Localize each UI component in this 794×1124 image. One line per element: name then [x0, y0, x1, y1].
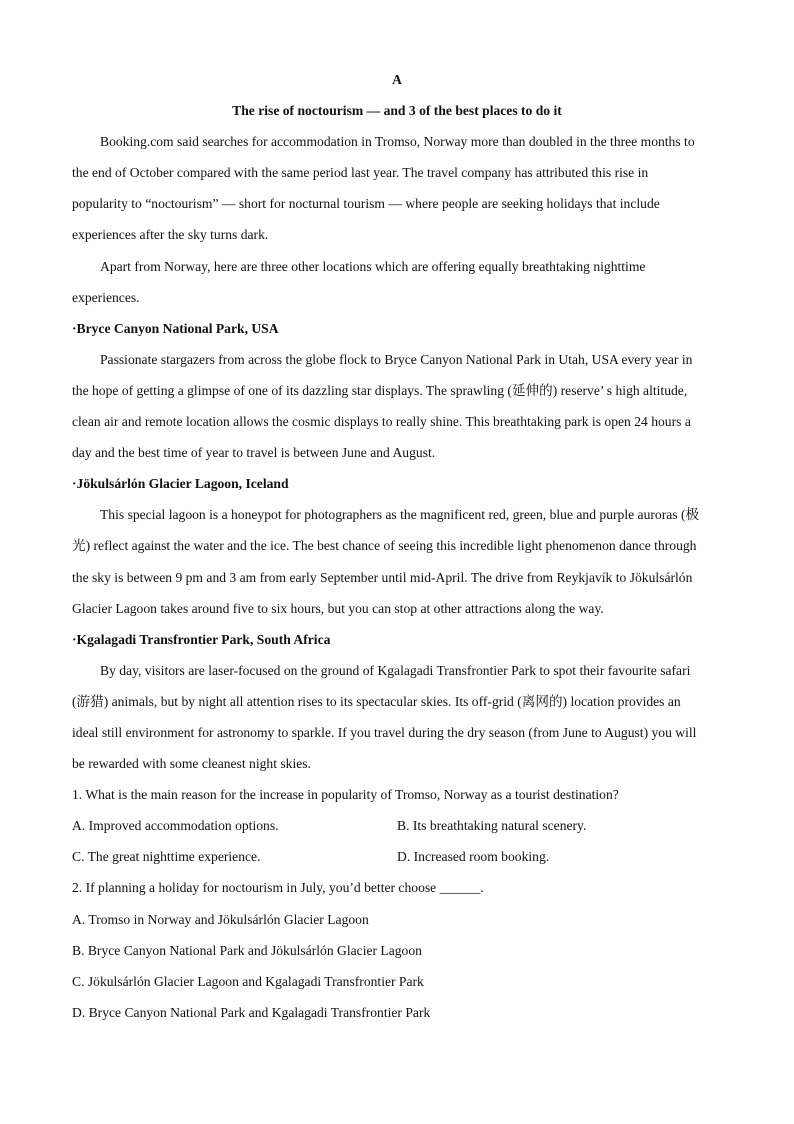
question-stem: 1. What is the main reason for the increase in popularity of Tromso, Norway as a tourist destination?: [72, 787, 619, 803]
question-2: [72, 872, 722, 1027]
section-jokulsarlon: [72, 468, 722, 623]
paragraph-line: the end of October compared with the same period last year. The travel company has attributed this rise in: [72, 165, 649, 181]
apart-paragraph: [72, 251, 722, 313]
paragraph-line: popularity to “noctourism” — short for nocturnal tourism — where people are seeking holidays that include: [72, 196, 660, 212]
paragraph-line: be rewarded with some cleanest night skies.: [72, 756, 311, 772]
paragraph-line: Booking.com said searches for accommodation in Tromso, Norway more than doubled in the three months to: [100, 134, 695, 150]
option-row: [72, 810, 722, 841]
paragraph-line: the sky is between 9 pm and 3 am from early September until mid-April. The drive from Reykjavík to Jökulsárlón: [72, 569, 693, 585]
section-bryce-canyon: [72, 313, 722, 468]
passage-letter: A: [392, 72, 402, 87]
option-d[interactable]: D. Increased room booking.: [397, 849, 550, 865]
question-1: [72, 779, 722, 872]
intro-paragraph: [72, 126, 722, 250]
paragraph-line: Apart from Norway, here are three other locations which are offering equally breathtaking nighttime: [100, 258, 646, 274]
option-a[interactable]: A. Tromso in Norway and Jökulsárlón Glacier Lagoon: [72, 911, 369, 927]
section-kgalagadi: [72, 624, 722, 779]
option-d[interactable]: D. Bryce Canyon National Park and Kgalagadi Transfrontier Park: [72, 1004, 431, 1020]
section-heading: ·Bryce Canyon National Park, USA: [72, 320, 279, 336]
paragraph-line: day and the best time of year to travel is between June and August.: [72, 445, 436, 461]
paragraph-line: (游猎) animals, but by night all attention rises to its spectacular skies. Its off-grid (离网的) location provides an: [72, 693, 681, 709]
paragraph-line: ideal still environment for astronomy to sparkle. If you travel during the dry season (from June to August) you will: [72, 724, 697, 740]
section-heading: ·Jökulsárlón Glacier Lagoon, Iceland: [72, 476, 289, 492]
option-row: [72, 841, 722, 872]
paragraph-line: 光) reflect against the water and the ice. The best chance of seeing this incredible light phenomenon dance through: [72, 538, 697, 554]
paragraph-line: This special lagoon is a honeypot for photographers as the magnificent red, green, blue and purple auroras (极: [100, 507, 700, 523]
passage-title: The rise of noctourism — and 3 of the best places to do it: [232, 103, 562, 119]
document-page: [72, 64, 722, 1028]
section-heading: ·Kgalagadi Transfrontier Park, South Africa: [72, 631, 331, 647]
option-c[interactable]: C. The great nighttime experience.: [72, 849, 261, 865]
paragraph-line: By day, visitors are laser-focused on the ground of Kgalagadi Transfrontier Park to spot their favourite safari: [100, 662, 691, 678]
paragraph-line: experiences.: [72, 289, 140, 305]
paragraph-line: Glacier Lagoon takes around five to six hours, but you can stop at other attractions along the way.: [72, 600, 604, 616]
paragraph-line: experiences after the sky turns dark.: [72, 227, 269, 243]
option-c[interactable]: C. Jökulsárlón Glacier Lagoon and Kgalagadi Transfrontier Park: [72, 973, 424, 989]
paragraph-line: the hope of getting a glimpse of one of its dazzling star displays. The sprawling (延伸的) reserve’ s high altitude,: [72, 382, 688, 398]
option-b[interactable]: B. Bryce Canyon National Park and Jökulsárlón Glacier Lagoon: [72, 942, 422, 958]
paragraph-line: clean air and remote location allows the cosmic displays to really shine. This breathtaking park is open 24 hours a: [72, 414, 691, 430]
paragraph-line: Passionate stargazers from across the globe flock to Bryce Canyon National Park in Utah, USA every year in: [100, 351, 693, 367]
option-a[interactable]: A. Improved accommodation options.: [72, 818, 279, 834]
question-stem: 2. If planning a holiday for noctourism in July, you’d better choose ______.: [72, 880, 484, 896]
option-b[interactable]: B. Its breathtaking natural scenery.: [397, 818, 587, 834]
